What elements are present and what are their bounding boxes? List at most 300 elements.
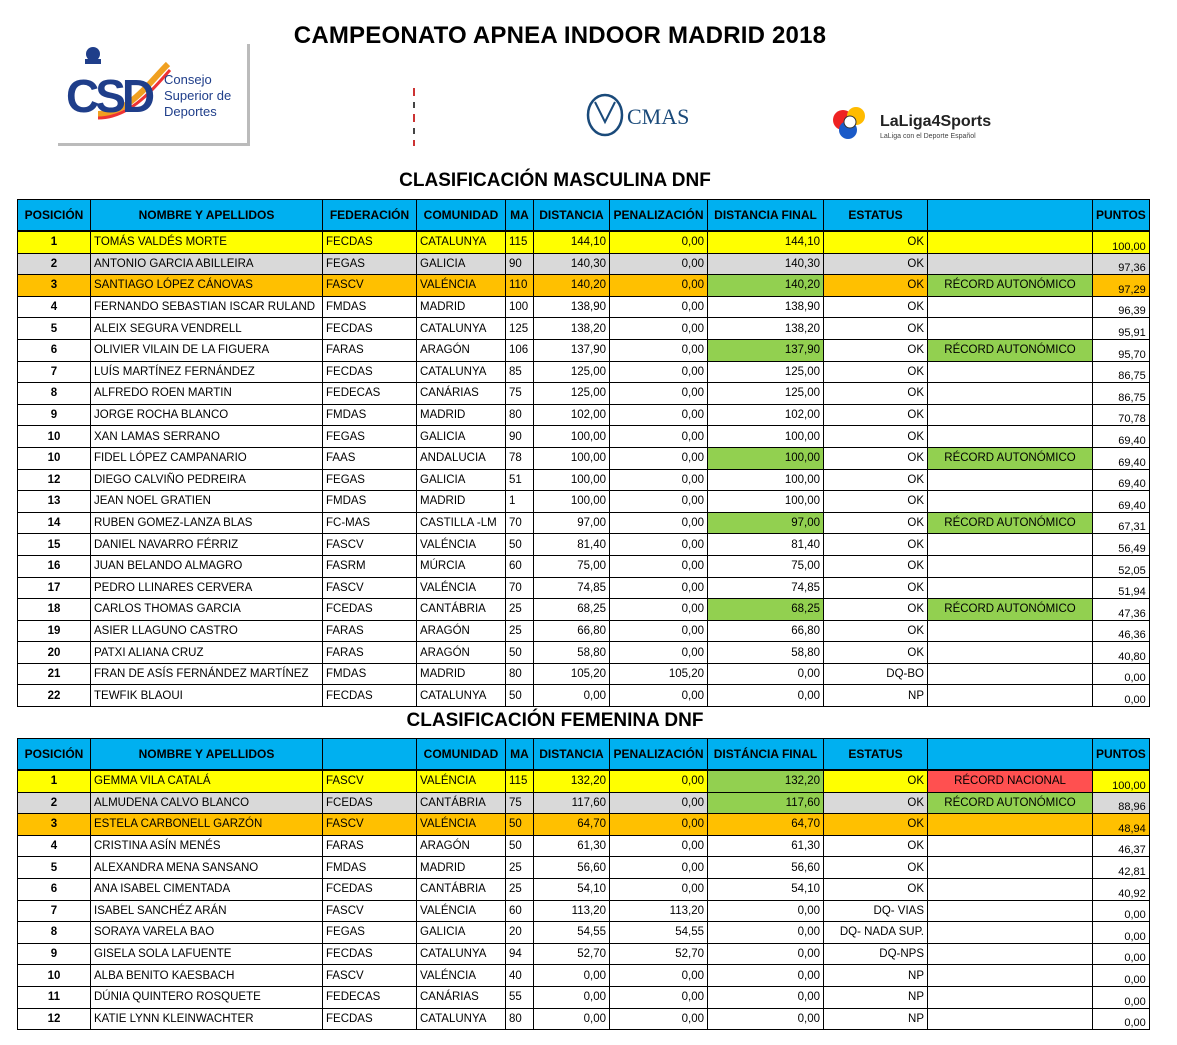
cell-pts: 86,75	[1093, 383, 1150, 405]
cell-ma: 50	[506, 814, 534, 836]
cell-status: OK	[824, 835, 928, 857]
cell-name: ISABEL SANCHÉZ ARÁN	[91, 900, 323, 922]
cell-name: ALFREDO ROEN MARTIN	[91, 383, 323, 405]
cell-status: DQ- NADA SUP.	[824, 922, 928, 944]
cell-com: MADRID	[417, 404, 506, 426]
cell-pts: 47,36	[1093, 599, 1150, 621]
cell-name: CRISTINA ASÍN MENÉS	[91, 835, 323, 857]
cell-status: OK	[824, 512, 928, 534]
cell-name: GISELA SOLA LAFUENTE	[91, 943, 323, 965]
cell-pen: 0,00	[610, 642, 708, 664]
cell-fed: FMDAS	[323, 491, 417, 513]
cell-rec	[928, 922, 1093, 944]
cell-ma: 50	[506, 642, 534, 664]
cell-pen: 0,00	[610, 835, 708, 857]
svg-text:Consejo: Consejo	[164, 72, 212, 87]
cell-fed: FECDAS	[323, 1008, 417, 1030]
cell-pts: 0,00	[1093, 922, 1150, 944]
cell-rec	[928, 383, 1093, 405]
table-row	[18, 534, 1150, 556]
cell-com: CATALUNYA	[417, 318, 506, 340]
cell-com: CASTILLA -LM	[417, 512, 506, 534]
cell-status: NP	[824, 1008, 928, 1030]
cell-rec	[928, 318, 1093, 340]
cell-pts: 0,00	[1093, 1008, 1150, 1030]
column-header: COMUNIDAD	[417, 200, 506, 232]
cell-pts: 100,00	[1093, 231, 1150, 253]
cell-pen: 0,00	[610, 620, 708, 642]
cell-fed: FECDAS	[323, 318, 417, 340]
cell-pen: 0,00	[610, 555, 708, 577]
cell-pos: 11	[18, 986, 91, 1008]
column-header: PUNTOS	[1093, 200, 1150, 232]
cell-final: 140,30	[708, 253, 824, 275]
cell-dist: 117,60	[534, 792, 610, 814]
cell-status: OK	[824, 275, 928, 297]
cell-ma: 1	[506, 491, 534, 513]
cell-dist: 100,00	[534, 491, 610, 513]
cell-pos: 9	[18, 943, 91, 965]
cell-pen: 54,55	[610, 922, 708, 944]
cell-status: DQ-NPS	[824, 943, 928, 965]
cell-com: MADRID	[417, 857, 506, 879]
cell-status: NP	[824, 685, 928, 707]
column-header: NOMBRE Y APELLIDOS	[91, 739, 323, 771]
cell-pen: 0,00	[610, 770, 708, 792]
laliga-emblem-icon	[830, 102, 1020, 146]
cell-pos: 5	[18, 857, 91, 879]
cell-status: OK	[824, 555, 928, 577]
table-row	[18, 555, 1150, 577]
cell-status: OK	[824, 469, 928, 491]
cell-pos: 2	[18, 253, 91, 275]
cell-dist: 138,20	[534, 318, 610, 340]
cell-rec	[928, 231, 1093, 253]
cell-dist: 66,80	[534, 620, 610, 642]
cell-fed: FECDAS	[323, 361, 417, 383]
cell-ma: 40	[506, 965, 534, 987]
cell-pts: 0,00	[1093, 900, 1150, 922]
cell-dist: 64,70	[534, 814, 610, 836]
cell-ma: 75	[506, 383, 534, 405]
cell-rec: RÉCORD AUTONÓMICO	[928, 447, 1093, 469]
cell-com: CANÁRIAS	[417, 383, 506, 405]
cell-rec	[928, 965, 1093, 987]
cell-com: MÚRCIA	[417, 555, 506, 577]
cell-final: 0,00	[708, 663, 824, 685]
cell-com: CATALUNYA	[417, 231, 506, 253]
cell-pen: 0,00	[610, 339, 708, 361]
cell-final: 0,00	[708, 986, 824, 1008]
cell-status: NP	[824, 965, 928, 987]
cell-status: OK	[824, 339, 928, 361]
cell-rec	[928, 814, 1093, 836]
cell-pos: 6	[18, 878, 91, 900]
cell-final: 125,00	[708, 383, 824, 405]
cell-pts: 0,00	[1093, 965, 1150, 987]
cell-dist: 137,90	[534, 339, 610, 361]
cell-dist: 81,40	[534, 534, 610, 556]
cell-name: ALEXANDRA MENA SANSANO	[91, 857, 323, 879]
cell-rec	[928, 642, 1093, 664]
cell-status: OK	[824, 491, 928, 513]
cell-rec	[928, 491, 1093, 513]
cell-ma: 75	[506, 792, 534, 814]
cell-com: MADRID	[417, 491, 506, 513]
cell-pts: 69,40	[1093, 447, 1150, 469]
cell-rec	[928, 986, 1093, 1008]
column-header: POSICIÓN	[18, 739, 91, 771]
cell-pos: 6	[18, 339, 91, 361]
cell-pen: 0,00	[610, 986, 708, 1008]
cell-pen: 105,20	[610, 663, 708, 685]
cell-final: 0,00	[708, 922, 824, 944]
cell-pen: 0,00	[610, 231, 708, 253]
cell-pos: 4	[18, 835, 91, 857]
cell-final: 0,00	[708, 965, 824, 987]
cell-fed: FARAS	[323, 620, 417, 642]
cell-pen: 0,00	[610, 965, 708, 987]
column-header	[928, 739, 1093, 771]
cell-name: CARLOS THOMAS GARCIA	[91, 599, 323, 621]
cell-name: PATXI ALIANA CRUZ	[91, 642, 323, 664]
cell-pos: 12	[18, 1008, 91, 1030]
cell-final: 138,90	[708, 296, 824, 318]
cell-status: OK	[824, 642, 928, 664]
cell-rec	[928, 835, 1093, 857]
column-header: MA	[506, 739, 534, 771]
table-row	[18, 814, 1150, 836]
cell-com: GALICIA	[417, 469, 506, 491]
cell-com: CANTÁBRIA	[417, 792, 506, 814]
column-header: DISTANCIA FINAL	[708, 200, 824, 232]
table-row	[18, 491, 1150, 513]
cell-pen: 113,20	[610, 900, 708, 922]
cell-pts: 42,81	[1093, 857, 1150, 879]
cell-pts: 67,31	[1093, 512, 1150, 534]
cell-rec	[928, 555, 1093, 577]
cell-rec	[928, 426, 1093, 448]
cell-name: DIEGO CALVIÑO PEDREIRA	[91, 469, 323, 491]
cell-pos: 5	[18, 318, 91, 340]
cell-name: LUÍS MARTÍNEZ FERNÁNDEZ	[91, 361, 323, 383]
cell-pts: 56,49	[1093, 534, 1150, 556]
cell-name: TOMÁS VALDÉS MORTE	[91, 231, 323, 253]
cell-dist: 140,30	[534, 253, 610, 275]
cell-ma: 80	[506, 663, 534, 685]
column-header: MA	[506, 200, 534, 232]
cell-status: OK	[824, 770, 928, 792]
cell-name: OLIVIER VILAIN DE LA FIGUERA	[91, 339, 323, 361]
cell-com: CATALUNYA	[417, 943, 506, 965]
cell-final: 54,10	[708, 878, 824, 900]
page-title: CAMPEONATO APNEA INDOOR MADRID 2018	[293, 22, 827, 49]
cell-name: PEDRO LLINARES CERVERA	[91, 577, 323, 599]
cell-pen: 0,00	[610, 685, 708, 707]
cell-pts: 96,39	[1093, 296, 1150, 318]
cell-pen: 0,00	[610, 792, 708, 814]
cell-pts: 46,37	[1093, 835, 1150, 857]
cell-pos: 7	[18, 900, 91, 922]
cell-rec	[928, 404, 1093, 426]
cell-status: OK	[824, 296, 928, 318]
cell-dist: 100,00	[534, 469, 610, 491]
cell-com: ARAGÓN	[417, 620, 506, 642]
cell-ma: 70	[506, 577, 534, 599]
cell-pos: 15	[18, 534, 91, 556]
cell-fed: FASCV	[323, 814, 417, 836]
cell-ma: 125	[506, 318, 534, 340]
column-header: PUNTOS	[1093, 739, 1150, 771]
cell-pos: 18	[18, 599, 91, 621]
cmas-logo	[585, 92, 705, 138]
cell-com: ARAGÓN	[417, 642, 506, 664]
cell-pos: 22	[18, 685, 91, 707]
cell-dist: 125,00	[534, 383, 610, 405]
cell-rec: RÉCORD AUTONÓMICO	[928, 512, 1093, 534]
cell-ma: 90	[506, 426, 534, 448]
cell-status: OK	[824, 857, 928, 879]
cell-rec	[928, 663, 1093, 685]
cell-status: OK	[824, 426, 928, 448]
cell-status: OK	[824, 534, 928, 556]
column-header: NOMBRE Y APELLIDOS	[91, 200, 323, 232]
table-row	[18, 965, 1150, 987]
cell-final: 100,00	[708, 469, 824, 491]
cell-fed: FASCV	[323, 965, 417, 987]
cell-fed: FEGAS	[323, 469, 417, 491]
table-row	[18, 900, 1150, 922]
cell-final: 100,00	[708, 447, 824, 469]
svg-text:LaLiga con el Deporte Español: LaLiga con el Deporte Español	[880, 133, 976, 140]
cell-pos: 10	[18, 965, 91, 987]
cell-rec	[928, 296, 1093, 318]
cell-rec: RÉCORD AUTONÓMICO	[928, 792, 1093, 814]
cell-pts: 40,80	[1093, 642, 1150, 664]
cell-status: OK	[824, 383, 928, 405]
cell-status: OK	[824, 253, 928, 275]
cell-rec	[928, 253, 1093, 275]
cell-ma: 78	[506, 447, 534, 469]
cell-pos: 16	[18, 555, 91, 577]
column-header: PENALIZACIÓN	[610, 739, 708, 771]
cell-fed: FASCV	[323, 577, 417, 599]
cell-name: GEMMA VILA CATALÁ	[91, 770, 323, 792]
cell-pen: 0,00	[610, 512, 708, 534]
cell-fed: FASCV	[323, 275, 417, 297]
cell-pos: 14	[18, 512, 91, 534]
cell-pts: 70,78	[1093, 404, 1150, 426]
cell-com: CATALUNYA	[417, 361, 506, 383]
table-row	[18, 512, 1150, 534]
cell-com: VALÉNCIA	[417, 900, 506, 922]
cell-ma: 25	[506, 620, 534, 642]
cell-rec	[928, 1008, 1093, 1030]
cell-status: OK	[824, 361, 928, 383]
cell-fed: FASCV	[323, 534, 417, 556]
table-row	[18, 426, 1150, 448]
cell-fed: FASCV	[323, 770, 417, 792]
cell-final: 140,20	[708, 275, 824, 297]
cmas-emblem-icon	[585, 92, 705, 138]
table-row	[18, 318, 1150, 340]
cell-fed: FAAS	[323, 447, 417, 469]
cell-final: 58,80	[708, 642, 824, 664]
cell-status: OK	[824, 447, 928, 469]
cell-pos: 4	[18, 296, 91, 318]
cell-com: CANTÁBRIA	[417, 599, 506, 621]
cell-pts: 69,40	[1093, 426, 1150, 448]
cell-ma: 55	[506, 986, 534, 1008]
cell-final: 81,40	[708, 534, 824, 556]
logo-bar	[0, 40, 1177, 150]
table-row	[18, 253, 1150, 275]
cell-pos: 10	[18, 447, 91, 469]
cell-fed: FASCV	[323, 900, 417, 922]
cell-dist: 61,30	[534, 835, 610, 857]
cell-name: ANTONIO GARCIA ABILLEIRA	[91, 253, 323, 275]
cell-com: GALICIA	[417, 253, 506, 275]
cell-rec: RÉCORD AUTONÓMICO	[928, 599, 1093, 621]
cell-status: OK	[824, 814, 928, 836]
cell-ma: 115	[506, 770, 534, 792]
table-row	[18, 339, 1150, 361]
cell-ma: 90	[506, 253, 534, 275]
cell-pos: 3	[18, 275, 91, 297]
cell-com: GALICIA	[417, 426, 506, 448]
cell-status: NP	[824, 986, 928, 1008]
cell-pen: 0,00	[610, 447, 708, 469]
cell-final: 56,60	[708, 857, 824, 879]
table-row	[18, 857, 1150, 879]
table-row	[18, 469, 1150, 491]
cell-dist: 0,00	[534, 685, 610, 707]
cell-ma: 50	[506, 685, 534, 707]
cell-pts: 46,36	[1093, 620, 1150, 642]
cell-pts: 0,00	[1093, 986, 1150, 1008]
cell-dist: 58,80	[534, 642, 610, 664]
cell-pen: 0,00	[610, 577, 708, 599]
divider-mark	[413, 88, 415, 146]
cell-name: DANIEL NAVARRO FÉRRIZ	[91, 534, 323, 556]
cell-dist: 132,20	[534, 770, 610, 792]
cell-pos: 19	[18, 620, 91, 642]
cell-name: JUAN BELANDO ALMAGRO	[91, 555, 323, 577]
cell-pts: 86,75	[1093, 361, 1150, 383]
cell-pen: 0,00	[610, 878, 708, 900]
cell-fed: FMDAS	[323, 296, 417, 318]
cell-name: ANA ISABEL CIMENTADA	[91, 878, 323, 900]
cell-pts: 95,91	[1093, 318, 1150, 340]
cell-name: XAN LAMAS SERRANO	[91, 426, 323, 448]
cell-dist: 100,00	[534, 447, 610, 469]
table-row	[18, 922, 1150, 944]
cell-fed: FECDAS	[323, 943, 417, 965]
table-row	[18, 770, 1150, 792]
cell-pts: 0,00	[1093, 943, 1150, 965]
cell-pts: 48,94	[1093, 814, 1150, 836]
cell-pen: 0,00	[610, 275, 708, 297]
cell-pen: 0,00	[610, 361, 708, 383]
cell-final: 97,00	[708, 512, 824, 534]
table-row	[18, 835, 1150, 857]
cell-pen: 0,00	[610, 599, 708, 621]
cell-final: 0,00	[708, 685, 824, 707]
cell-final: 61,30	[708, 835, 824, 857]
cell-ma: 110	[506, 275, 534, 297]
cell-pos: 1	[18, 770, 91, 792]
female-section-title: CLASIFICACIÓN FEMENINA DNF	[406, 710, 704, 731]
cell-pen: 0,00	[610, 469, 708, 491]
cell-pos: 8	[18, 383, 91, 405]
cell-dist: 0,00	[534, 1008, 610, 1030]
cell-name: SANTIAGO LÓPEZ CÁNOVAS	[91, 275, 323, 297]
cell-ma: 85	[506, 361, 534, 383]
cell-ma: 20	[506, 922, 534, 944]
cell-dist: 68,25	[534, 599, 610, 621]
cell-ma: 60	[506, 555, 534, 577]
cell-com: VALÉNCIA	[417, 770, 506, 792]
svg-text:Deportes: Deportes	[164, 104, 217, 119]
cell-rec	[928, 857, 1093, 879]
table-row	[18, 986, 1150, 1008]
cell-rec	[928, 685, 1093, 707]
cell-ma: 51	[506, 469, 534, 491]
column-header: DISTÁNCIA FINAL	[708, 739, 824, 771]
cell-ma: 115	[506, 231, 534, 253]
table-row	[18, 275, 1150, 297]
cell-ma: 80	[506, 404, 534, 426]
cell-fed: FEGAS	[323, 922, 417, 944]
cell-pts: 95,70	[1093, 339, 1150, 361]
cell-rec	[928, 534, 1093, 556]
table-row	[18, 943, 1150, 965]
cell-dist: 0,00	[534, 965, 610, 987]
cell-pos: 3	[18, 814, 91, 836]
cell-final: 132,20	[708, 770, 824, 792]
cell-pos: 13	[18, 491, 91, 513]
cell-status: OK	[824, 404, 928, 426]
cell-pos: 12	[18, 469, 91, 491]
cell-final: 125,00	[708, 361, 824, 383]
cell-status: OK	[824, 878, 928, 900]
cell-com: CANÁRIAS	[417, 986, 506, 1008]
cell-rec: RÉCORD AUTONÓMICO	[928, 275, 1093, 297]
cell-dist: 102,00	[534, 404, 610, 426]
cell-fed: FCEDAS	[323, 792, 417, 814]
cell-com: VALÉNCIA	[417, 577, 506, 599]
cell-status: OK	[824, 318, 928, 340]
cell-fed: FECDAS	[323, 685, 417, 707]
cell-name: TEWFIK BLAOUI	[91, 685, 323, 707]
table-row	[18, 1008, 1150, 1030]
cell-name: JORGE ROCHA BLANCO	[91, 404, 323, 426]
column-header: ESTATUS	[824, 739, 928, 771]
cell-ma: 80	[506, 1008, 534, 1030]
cell-dist: 97,00	[534, 512, 610, 534]
column-header: COMUNIDAD	[417, 739, 506, 771]
cell-com: ARAGÓN	[417, 339, 506, 361]
table-row	[18, 878, 1150, 900]
cell-pos: 1	[18, 231, 91, 253]
cell-dist: 74,85	[534, 577, 610, 599]
svg-text:Superior de: Superior de	[164, 88, 232, 103]
cell-name: RUBEN GOMEZ-LANZA BLAS	[91, 512, 323, 534]
cell-ma: 25	[506, 599, 534, 621]
cell-com: ARAGÓN	[417, 835, 506, 857]
cell-pos: 17	[18, 577, 91, 599]
column-header	[323, 739, 417, 771]
